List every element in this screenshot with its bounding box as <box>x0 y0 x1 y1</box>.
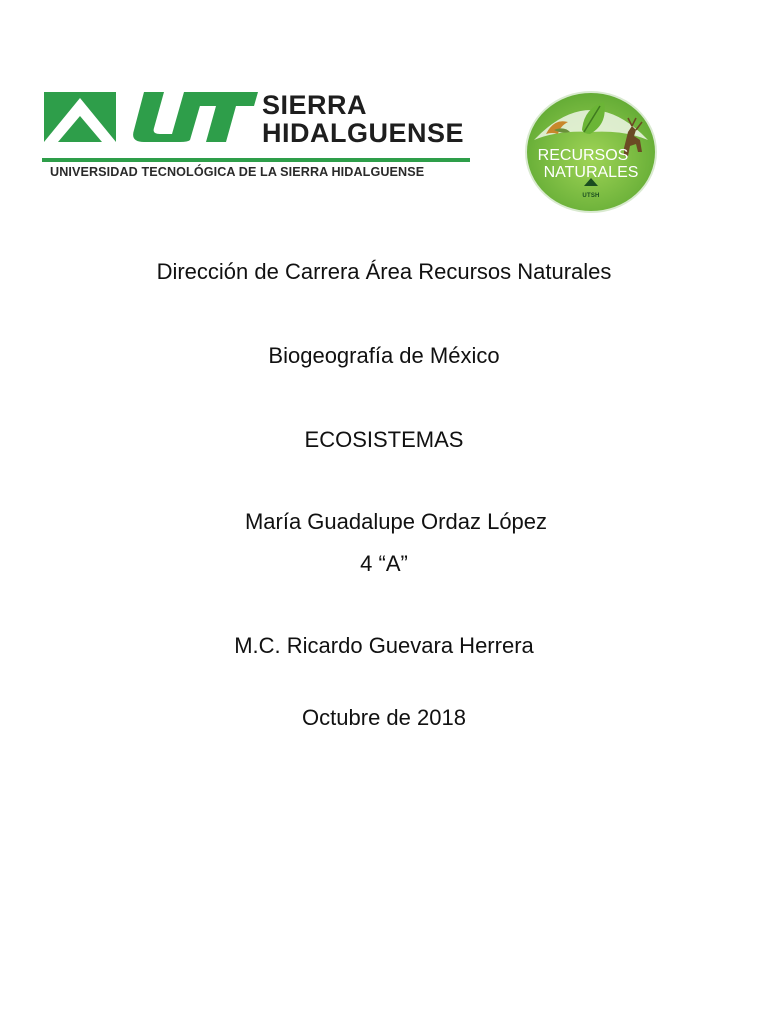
ut-name-line-2: HIDALGUENSE <box>262 118 465 148</box>
student-name: María Guadalupe Ordaz López <box>244 509 548 534</box>
badge-mark: UTSH <box>582 193 600 199</box>
topic-title: ECOSISTEMAS <box>304 427 464 452</box>
teacher-name: M.C. Ricardo Guevara Herrera <box>234 633 534 658</box>
ut-letters-icon <box>133 92 258 142</box>
mountain-logo-icon <box>44 92 116 142</box>
ut-name-line-1: SIERRA <box>262 90 368 120</box>
student-group: 4 “A” <box>360 551 408 576</box>
document-date: Octubre de 2018 <box>302 705 466 730</box>
ut-logo-rule <box>42 158 470 162</box>
ut-logo-subtitle: UNIVERSIDAD TECNOLÓGICA DE LA SIERRA HIDALGUENSE <box>50 165 425 179</box>
career-area: Dirección de Carrera Área Recursos Naturales <box>156 259 612 284</box>
badge-line-1: RECURSOS <box>537 147 629 164</box>
recursos-naturales-badge <box>524 90 658 214</box>
subject-title: Biogeografía de México <box>268 343 500 368</box>
badge-line-2: NATURALES <box>543 164 639 181</box>
ut-sierra-hidalguense-logo <box>40 86 472 186</box>
